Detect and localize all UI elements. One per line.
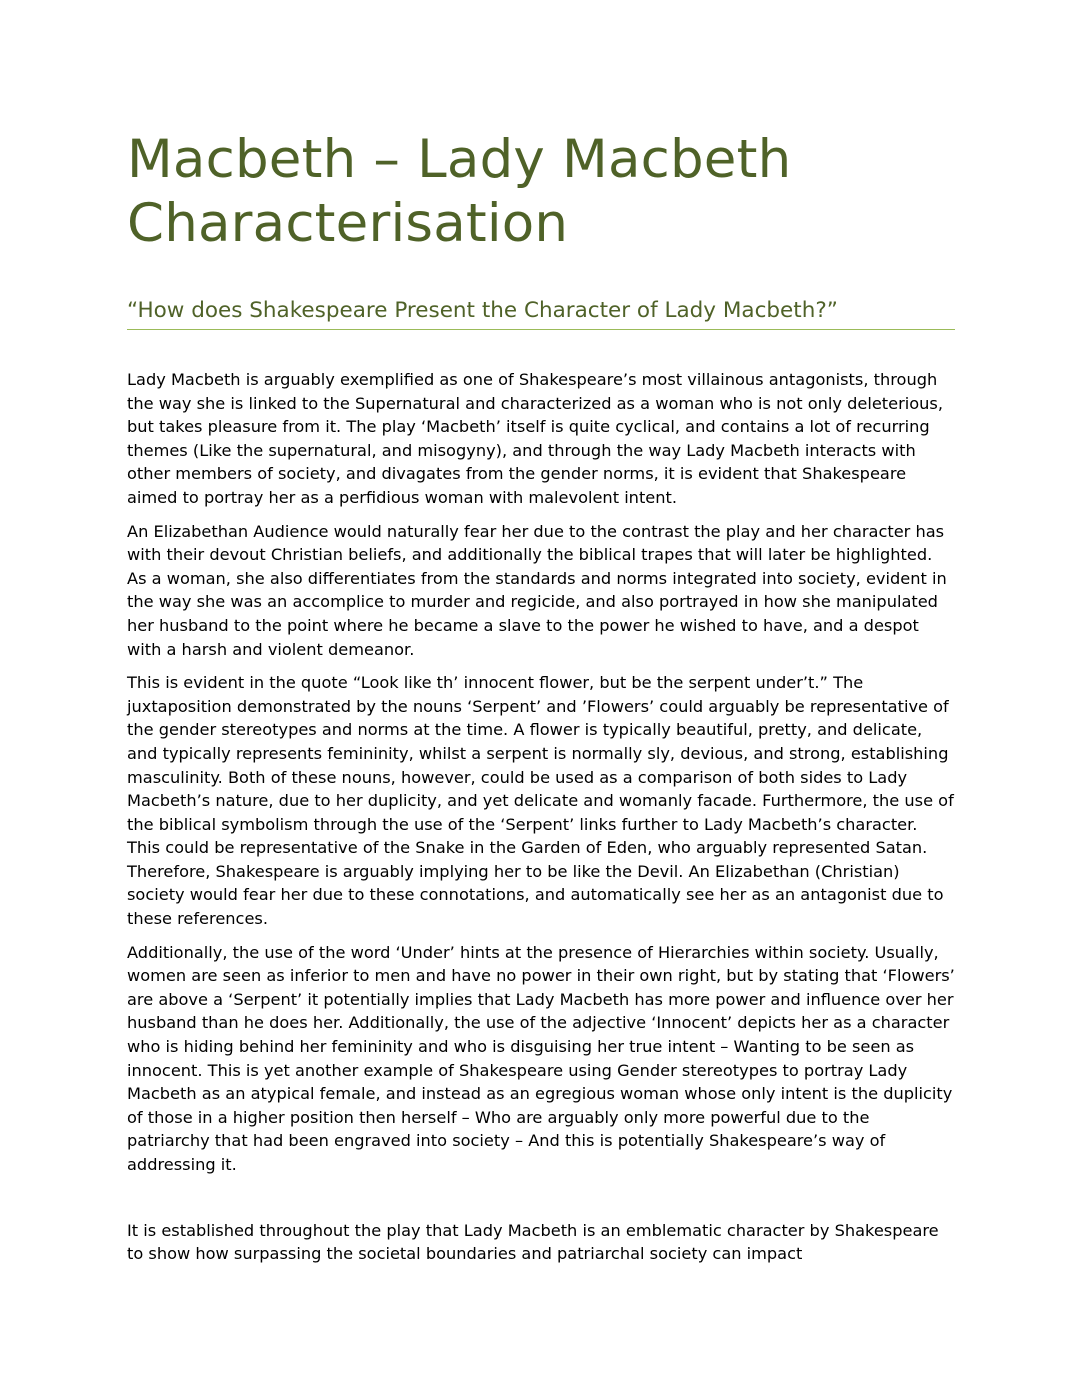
paragraph-2: An Elizabethan Audience would naturally fear her due to the contrast the play and her character has with their devout Christian beliefs, and additionally the biblical trapes that will later be highlighted. As a woman, she also differentiates from the standards and norms integrated into society, evident in the way she was an accomplice to murder and regicide, and also portrayed in how she manipulated her husband to the point where he became a slave to the power he wished to have, and a despot with a harsh and violent demeanor. — [127, 521, 947, 659]
document-title — [127, 128, 955, 256]
document-body — [127, 368, 955, 1266]
subtitle-block — [127, 296, 955, 330]
document-subtitle: “How does Shakespeare Present the Character of Lady Macbeth?” — [127, 298, 838, 323]
paragraph-1: Lady Macbeth is arguably exemplified as one of Shakespeare’s most villainous antagonists, through the way she is linked to the Supernatural and characterized as a woman who is not only deleterious, but takes pleasure from it. The play ‘Macbeth’ itself is quite cyclical, and contains a lot of recurring themes (Like the supernatural, and misogyny), and through the way Lady Macbeth interacts with other members of society, and divagates from the gender norms, it is evident that Shakespeare aimed to portray her as a perfidious woman with malevolent intent. — [127, 370, 943, 507]
title-line-1: Macbeth – Lady Macbeth — [127, 129, 792, 190]
paragraph-4: Additionally, the use of the word ‘Under’ hints at the presence of Hierarchies within society. Usually, women are seen as inferior to men and have no power in their own right, but by stating that ‘Flowers’ are above a ‘Serpent’ it potentially implies that Lady Macbeth has more power and influence over her husband than he does her. Additionally, the use of the adjective ‘Innocent’ depicts her as a character who is hiding behind her femininity and who is disguising her true intent – Wanting to be seen as innocent. This is yet another example of Shakespeare using Gender stereotypes to portray Lady Macbeth as an atypical female, and instead as an egregious woman whose only intent is the duplicity of those in a higher position then herself – Who are arguably only more powerful due to the patriarchy that had been engraved into society – And this is potentially Shakespeare’s way of addressing it. — [127, 942, 955, 1174]
paragraph-5: It is established throughout the play that Lady Macbeth is an emblematic character by Shakespeare to show how surpassing the societal boundaries and patriarchal society can impact — [127, 1220, 939, 1264]
paragraph-3: This is evident in the quote “Look like th’ innocent flower, but be the serpent under’t.” The juxtaposition demonstrated by the nouns ‘Serpent’ and ’Flowers’ could arguably be representative of the gender stereotypes and norms at the time. A flower is typically beautiful, pretty, and delicate, and typically represents femininity, whilst a serpent is normally sly, devious, and strong, establishing masculinity. Both of these nouns, however, could be used as a comparison of both sides to Lady Macbeth’s nature, due to her duplicity, and yet delicate and womanly facade. Furthermore, the use of the biblical symbolism through the use of the ‘Serpent’ links further to Lady Macbeth’s character. This could be representative of the Snake in the Garden of Eden, who arguably represented Satan. Therefore, Shakespeare is arguably implying her to be like the Devil. An Elizabethan (Christian) society would fear her due to these connotations, and automatically see her as an antagonist due to these references. — [127, 673, 954, 929]
title-line-2: Characterisation — [127, 193, 569, 254]
document-content — [127, 128, 955, 1276]
